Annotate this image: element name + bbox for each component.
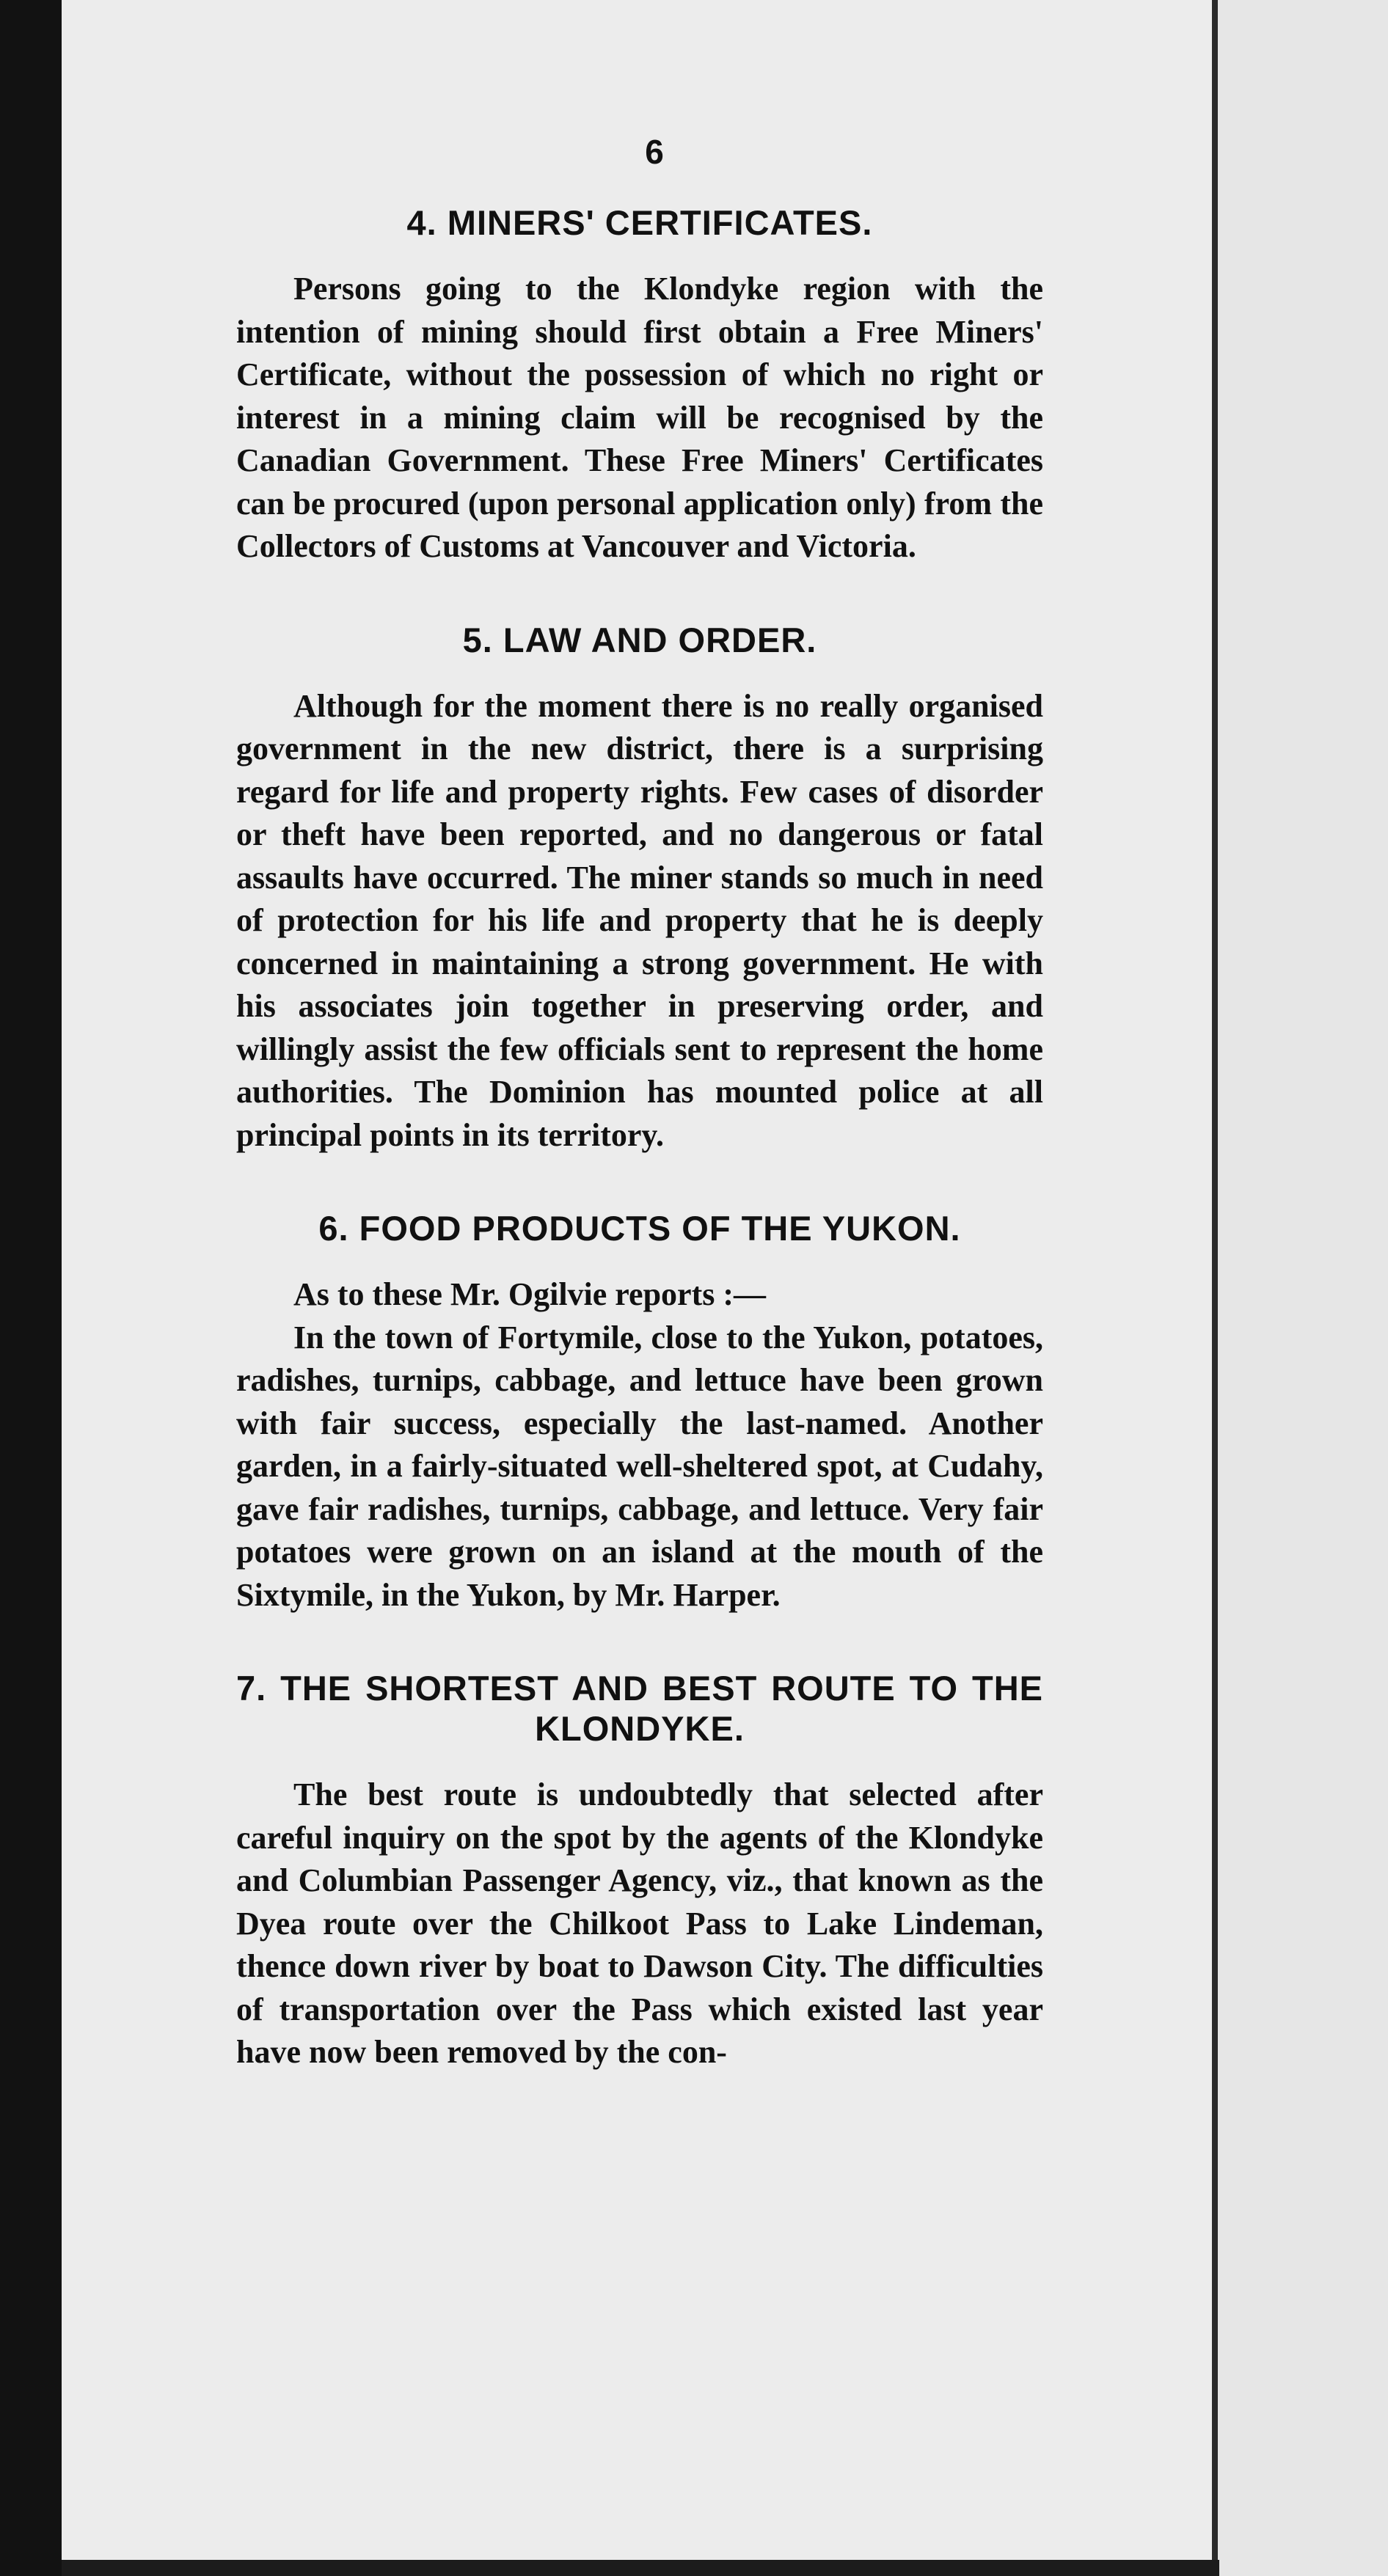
paragraph: Persons going to the Klondyke region with the intention of mining should first obtain a Free Miners' Certificate, without the possession of which no right or interest in a mining claim will be recognised by the Canadian Government. These Free Miners' Certificates can be procured (upon personal application only) from the Collectors of Customs at Vancouver and Victoria.	[236, 271, 1043, 564]
section-heading: 6. FOOD PRODUCTS OF THE YUKON.	[318, 1209, 961, 1248]
paragraph: Although for the moment there is no really organised government in the new district, there is a surprising regard for life and property rights. Few cases of disorder or theft have been reported, and no dangerous or fatal assaults have occurred. The miner stands so much in need of protection for his life and property that he is deeply concerned in maintaining a strong government. He with his associates join together in preserving order, and willingly assist the few officials sent to represent the home authorities. The Dominion has mounted police at all principal points in its territory.	[236, 687, 1043, 1153]
text-column	[236, 132, 1043, 2126]
paragraph: The best route is undoubtedly that selected after careful inquiry on the spot by the agents of the Klondyke and Columbian Passenger Agency, viz., that known as the Dyea route over the Chilkoot Pass to Lake Lindeman, thence down river by boat to Dawson City. The difficulties of transportation over the Pass which existed last year have now been removed by the con-	[236, 1777, 1043, 2070]
scan-bottom-border	[62, 2560, 1219, 2576]
section-heading: 4. MINERS' CERTIFICATES.	[406, 203, 873, 242]
paragraph: As to these Mr. Ogilvie reports :—	[293, 1276, 766, 1312]
section-heading: 7. THE SHORTEST AND BEST ROUTE TO THE KLONDYKE.	[236, 1669, 1043, 1748]
page-number: 6	[645, 133, 664, 171]
adjacent-page-edge	[1218, 0, 1388, 2576]
section-miners-certificates	[236, 202, 1043, 568]
section-law-and-order	[236, 620, 1043, 1157]
section-food-products	[236, 1208, 1043, 1617]
page-gutter	[1212, 0, 1218, 2576]
paragraph: In the town of Fortymile, close to the Yukon, potatoes, radishes, turnips, cabbage, and lettuce have been grown with fair success, especially the last-named. Another garden, in a fairly-situated well-sheltered spot, at Cudahy, gave fair radishes, turnips, cabbage, and lettuce. Very fair potatoes were grown on an island at the mouth of the Sixtymile, in the Yukon, by Mr. Harper.	[236, 1319, 1043, 1613]
scan-left-border	[0, 0, 62, 2576]
section-heading: 5. LAW AND ORDER.	[462, 620, 817, 659]
section-shortest-route	[236, 1668, 1043, 2074]
